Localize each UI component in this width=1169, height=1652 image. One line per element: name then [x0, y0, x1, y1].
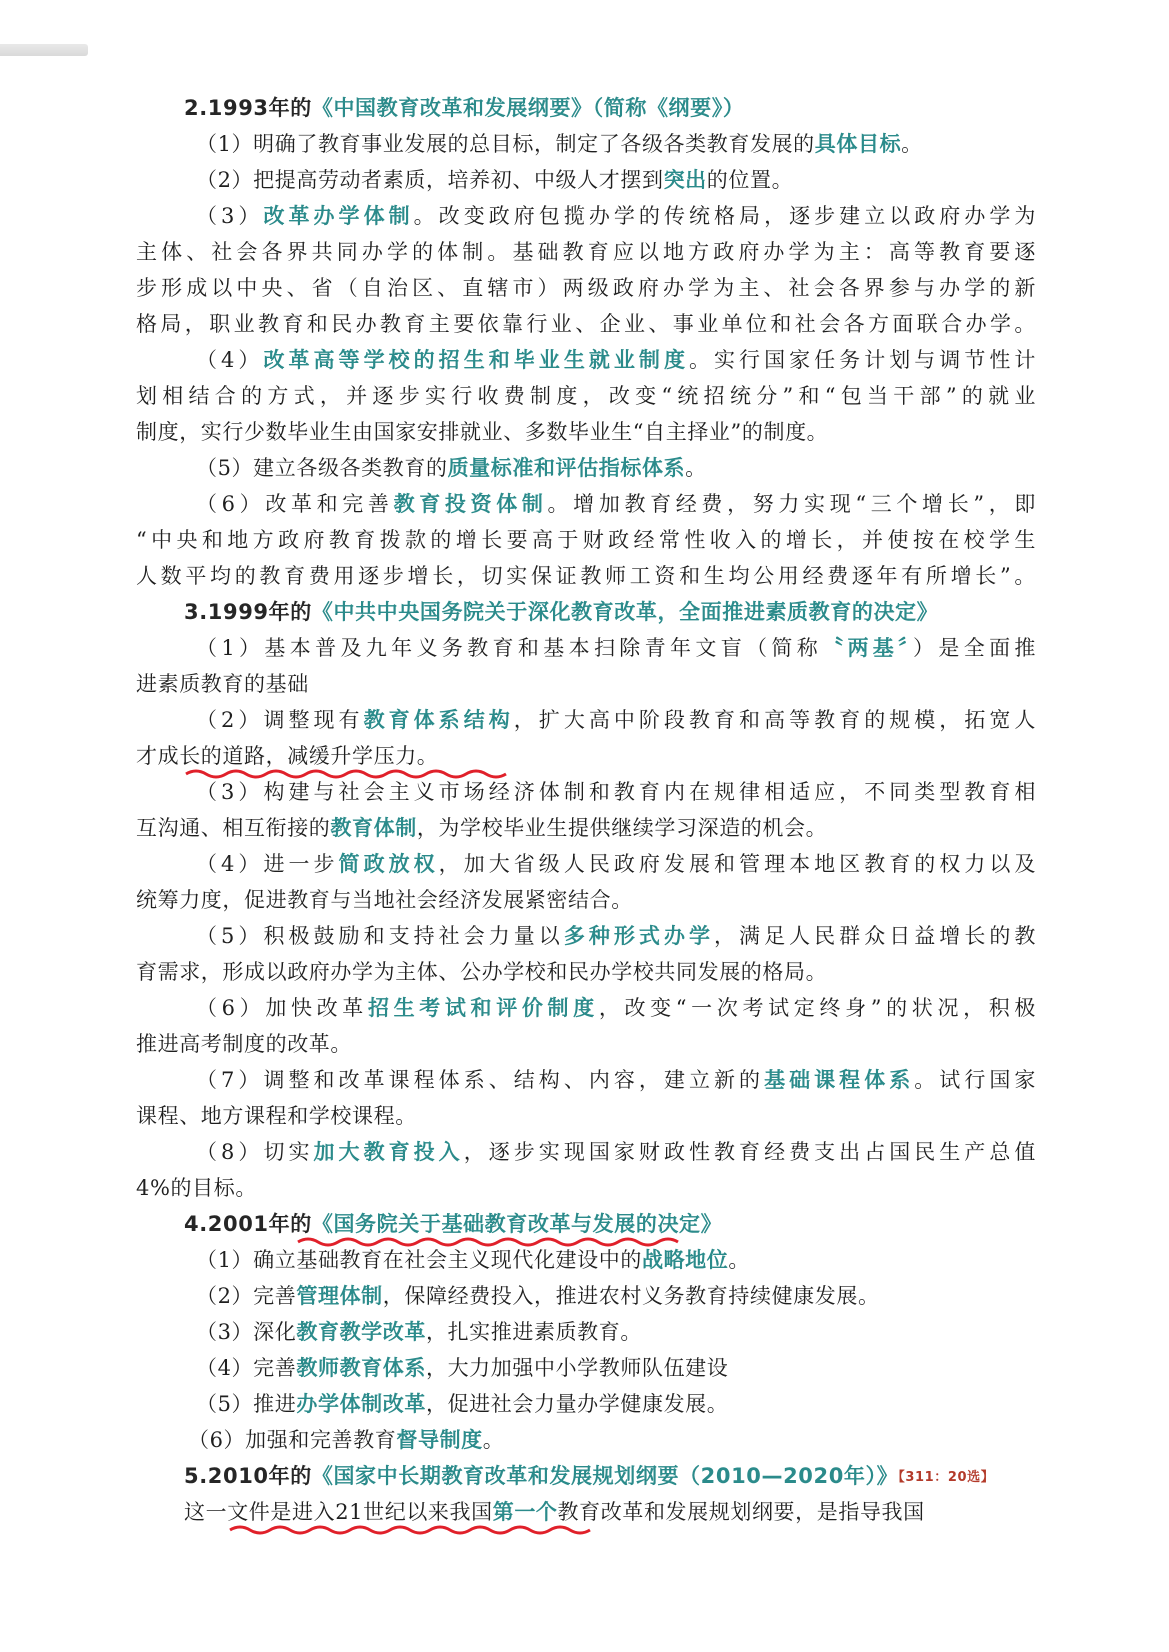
list-item: （6）加强和完善教育督导制度。 — [188, 1428, 505, 1452]
paragraph-line: 进素质教育的基础 — [136, 672, 309, 696]
list-item: （3）构建与社会主义市场经济体制和教育内在规律相适应，不同类型教育相 — [196, 780, 1036, 804]
section-5-heading — [136, 1458, 1036, 1494]
list-item: （2）完善管理体制，保障经费投入，推进农村义务教育持续健康发展。 — [196, 1284, 880, 1308]
list-item: （3）深化教育教学改革，扎实推进素质教育。 — [196, 1320, 642, 1344]
paragraph-line: 统筹力度，促进教育与当地社会经济发展紧密结合。 — [136, 888, 633, 912]
list-item: （1）明确了教育事业发展的总目标，制定了各级各类教育发展的具体目标。 — [196, 132, 923, 156]
list-item: （5）建立各级各类教育的质量标准和评估指标体系。 — [196, 456, 707, 480]
list-item: （3）改革办学体制。改变政府包揽办学的传统格局，逐步建立以政府办学为 — [196, 204, 1036, 228]
heading-number: 4.2001年的 — [184, 1212, 312, 1236]
paragraph-line: 推进高考制度的改革。 — [136, 1032, 352, 1056]
paragraph-line: 划相结合的方式，并逐步实行收费制度，改变“统招统分”和“包当干部”的就业 — [136, 384, 1036, 408]
heading-number: 2.1993年的 — [184, 96, 312, 120]
list-item: （4）改革高等学校的招生和毕业生就业制度。实行国家任务计划与调节性计 — [196, 348, 1037, 372]
list-item: （5）积极鼓励和支持社会力量以多种形式办学，满足人民群众日益增长的教 — [196, 924, 1036, 948]
list-item: （6）改革和完善教育投资体制。增加教育经费，努力实现“三个增长”，即 — [196, 492, 1036, 516]
paragraph-line: 互沟通、相互衔接的教育体制，为学校毕业生提供继续学习深造的机会。 — [136, 816, 828, 840]
paragraph-line: 主体、社会各界共同办学的体制。基础教育应以地方政府办学为主：高等教育要逐 — [136, 240, 1036, 264]
paragraph-line: 育需求，形成以政府办学为主体、公办学校和民办学校共同发展的格局。 — [136, 960, 828, 984]
section-2-heading — [136, 90, 1036, 126]
paragraph-line: 课程、地方课程和学校课程。 — [136, 1104, 417, 1128]
list-item: （5）推进办学体制改革，促进社会力量办学健康发展。 — [196, 1392, 729, 1416]
paragraph-line: “中央和地方政府教育拨款的增长要高于财政经常性收入的增长，并使按在校学生 — [136, 528, 1036, 552]
paragraph-line: 人数平均的教育费用逐步增长，切实保证教师工资和生均公用经费逐年有所增长”。 — [136, 564, 1036, 588]
exam-tag: 【311：20选】 — [898, 1470, 995, 1485]
heading-number: 3.1999年的 — [184, 600, 312, 624]
tape-strip — [0, 44, 88, 56]
list-item: （4）完善教师教育体系，大力加强中小学教师队伍建设 — [196, 1356, 729, 1380]
section-3-heading — [136, 594, 1036, 630]
paragraph-line: 4%的目标。 — [136, 1176, 257, 1200]
heading-title: 《国家中长期教育改革和发展规划纲要（2010—2020年）》 — [311, 1464, 899, 1488]
list-item: （2）调整现有教育体系结构，扩大高中阶段教育和高等教育的规模，拓宽人 — [196, 708, 1036, 732]
paragraph-line: 才成长的道路，减缓升学压力。 — [136, 738, 1036, 774]
heading-title: 《中国教育改革和发展纲要》（简称《纲要》） — [311, 96, 745, 120]
paragraph-line: 格局，职业教育和民办教育主要依靠行业、企业、事业单位和社会各方面联合办学。 — [136, 312, 1036, 336]
paragraph-line: 步形成以中央、省（自治区、直辖市）两级政府办学为主、社会各界参与办学的新 — [136, 276, 1036, 300]
red-underline — [228, 1524, 608, 1536]
list-item: （1）确立基础教育在社会主义现代化建设中的战略地位。 — [196, 1248, 750, 1272]
list-item: （4）进一步简政放权，加大省级人民政府发展和管理本地区教育的权力以及 — [196, 852, 1036, 876]
list-item: （8）切实加大教育投入，逐步实现国家财政性教育经费支出占国民生产总值 — [196, 1140, 1036, 1164]
list-item: （6）加快改革招生考试和评价制度，改变“一次考试定终身”的状况，积极 — [196, 996, 1036, 1020]
list-item: （1）基本普及九年义务教育和基本扫除青年文盲（简称〝两基〞）是全面推 — [196, 636, 1037, 660]
list-item: （7）调整和改革课程体系、结构、内容，建立新的基础课程体系。试行国家 — [196, 1068, 1036, 1092]
paragraph-line: 这一文件是进入21世纪以来我国第一个教育改革和发展规划纲要，是指导我国 — [136, 1494, 1036, 1530]
heading-title: 《国务院关于基础教育改革与发展的决定》 — [311, 1212, 723, 1236]
heading-number: 5.2010年的 — [184, 1464, 312, 1488]
paragraph-line: 制度，实行少数毕业生由国家安排就业、多数毕业生“自主择业”的制度。 — [136, 420, 829, 444]
document-page — [136, 90, 1036, 1530]
list-item: （2）把提高劳动者素质，培养初、中级人才摆到突出的位置。 — [196, 168, 794, 192]
section-4-heading — [136, 1206, 1036, 1242]
heading-title: 《中共中央国务院关于深化教育改革，全面推进素质教育的决定》 — [311, 600, 939, 624]
